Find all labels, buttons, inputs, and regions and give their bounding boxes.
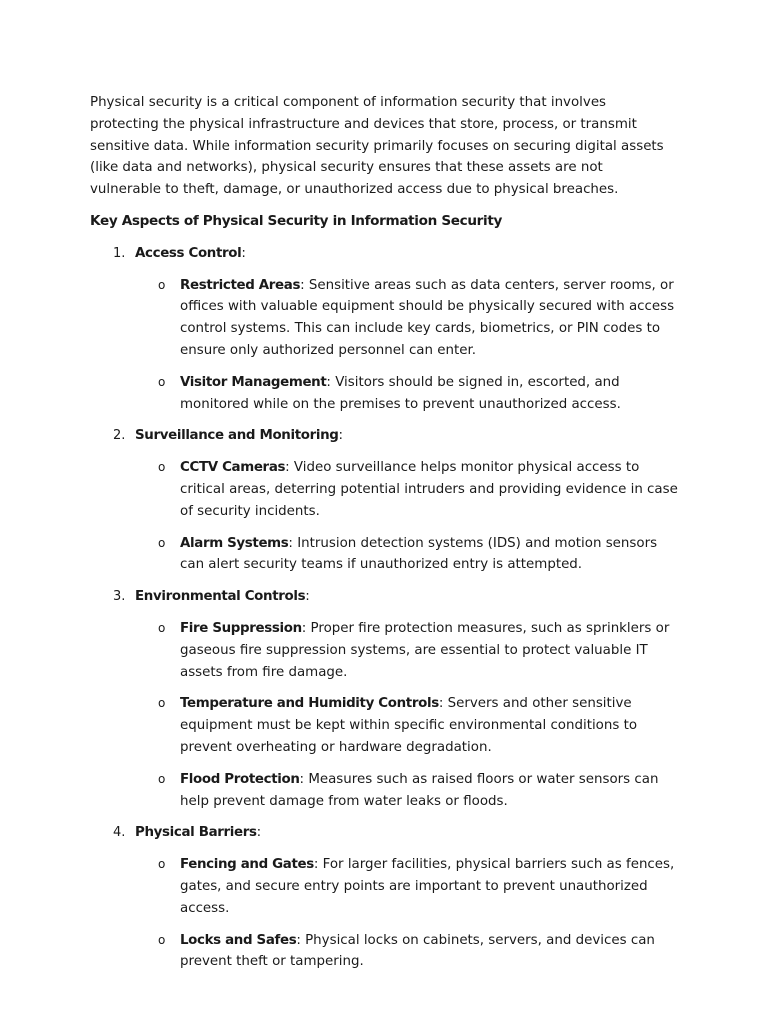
- list-item-colon: :: [305, 589, 310, 605]
- bullet-item: [90, 275, 678, 362]
- list-item-colon: :: [241, 245, 246, 261]
- list-number: 2.: [113, 428, 126, 444]
- list-item-title: Access Control: [135, 245, 242, 261]
- bullet-text: : Visitors should be signed in, escorted, and monitored while on the premises to prevent unauthorized access.: [180, 374, 621, 412]
- bullet-marker: o: [158, 696, 166, 711]
- bullet-marker: o: [158, 857, 166, 872]
- bullet-item: [90, 769, 678, 813]
- list-item-physical-barriers: [90, 822, 678, 973]
- bullet-text: : Proper fire protection measures, such as sprinklers or gaseous fire suppression systems, are essential to protect valuable IT assets from fire damage.: [180, 620, 670, 680]
- list-item-surveillance: [90, 425, 678, 576]
- list-item-colon: :: [256, 825, 262, 841]
- bullet-marker: o: [158, 460, 166, 475]
- bullet-marker: o: [158, 277, 166, 292]
- bullet-text: : Measures such as raised floors or water sensors can help prevent damage from water leaks or floods.: [180, 771, 659, 809]
- bullet-title: Fire Suppression: [180, 620, 302, 636]
- list-item-colon: :: [338, 428, 344, 444]
- bullet-title: Visitor Management: [180, 374, 327, 390]
- list-item-title: Environmental Controls: [135, 589, 306, 605]
- bullet-item: [90, 930, 678, 974]
- bullet-item: [90, 457, 678, 522]
- list-item-access-control: [90, 243, 678, 416]
- bullet-list: [90, 618, 678, 812]
- bullet-title: Temperature and Humidity Controls: [180, 696, 439, 712]
- bullet-text: : Video surveillance helps monitor physical access to critical areas, deterring potential intruders and providing evidence in case of security incidents.: [180, 460, 678, 519]
- list-item-environmental-controls: [90, 586, 678, 812]
- bullet-list: [90, 457, 678, 576]
- bullet-title: Locks and Safes: [180, 932, 297, 948]
- bullet-list: [90, 275, 678, 416]
- list-number: 1.: [113, 245, 126, 261]
- bullet-text: : For larger facilities, physical barriers such as fences, gates, and secure entry points are important to prevent unauthorized access.: [180, 857, 675, 916]
- bullet-item: [90, 618, 678, 683]
- bullet-text: : Intrusion detection systems (IDS) and motion sensors can alert security teams if unauthorized entry is attempted.: [180, 535, 658, 573]
- list-item-title: Physical Barriers: [135, 825, 257, 841]
- bullet-text: : Physical locks on cabinets, servers, and devices can prevent theft or tampering.: [180, 932, 655, 970]
- bullet-marker: o: [158, 932, 166, 947]
- bullet-marker: o: [158, 535, 166, 550]
- numbered-list: [90, 243, 678, 973]
- bullet-title: CCTV Cameras: [180, 460, 286, 476]
- section-heading: Key Aspects of Physical Security in Information Security: [90, 212, 502, 229]
- list-number: 4.: [113, 825, 126, 841]
- list-item-title: Surveillance and Monitoring: [135, 428, 339, 444]
- bullet-title: Flood Protection: [180, 771, 300, 787]
- bullet-title: Fencing and Gates: [180, 857, 314, 873]
- bullet-item: [90, 693, 678, 758]
- bullet-list: [90, 854, 678, 973]
- bullet-title: Alarm Systems: [180, 535, 289, 551]
- bullet-marker: o: [158, 374, 166, 389]
- list-number: 3.: [113, 589, 126, 605]
- bullet-text: : Servers and other sensitive equipment must be kept within specific environmental conditions to prevent overheating or hardware degradation.: [180, 696, 638, 755]
- bullet-title: Restricted Areas: [180, 277, 301, 293]
- intro-paragraph: Physical security is a critical component of information security that involves protecting the physical infrastructure and devices that store, process, or transmit sensitive data. While information security primarily focuses on securing digital assets (like data and networks), physical security ensures that these assets are not vulnerable to theft, damage, or unauthorized access due to physical breaches.: [90, 95, 664, 198]
- bullet-item: [90, 854, 678, 919]
- bullet-item: [90, 372, 678, 416]
- bullet-item: [90, 533, 678, 577]
- bullet-text: : Sensitive areas such as data centers, server rooms, or offices with valuable equipment should be physically secured with access control systems. This can include key cards, biometrics, or PIN codes to ensure only authorized personnel can enter.: [180, 277, 675, 358]
- bullet-marker: o: [158, 620, 166, 635]
- bullet-marker: o: [158, 771, 166, 786]
